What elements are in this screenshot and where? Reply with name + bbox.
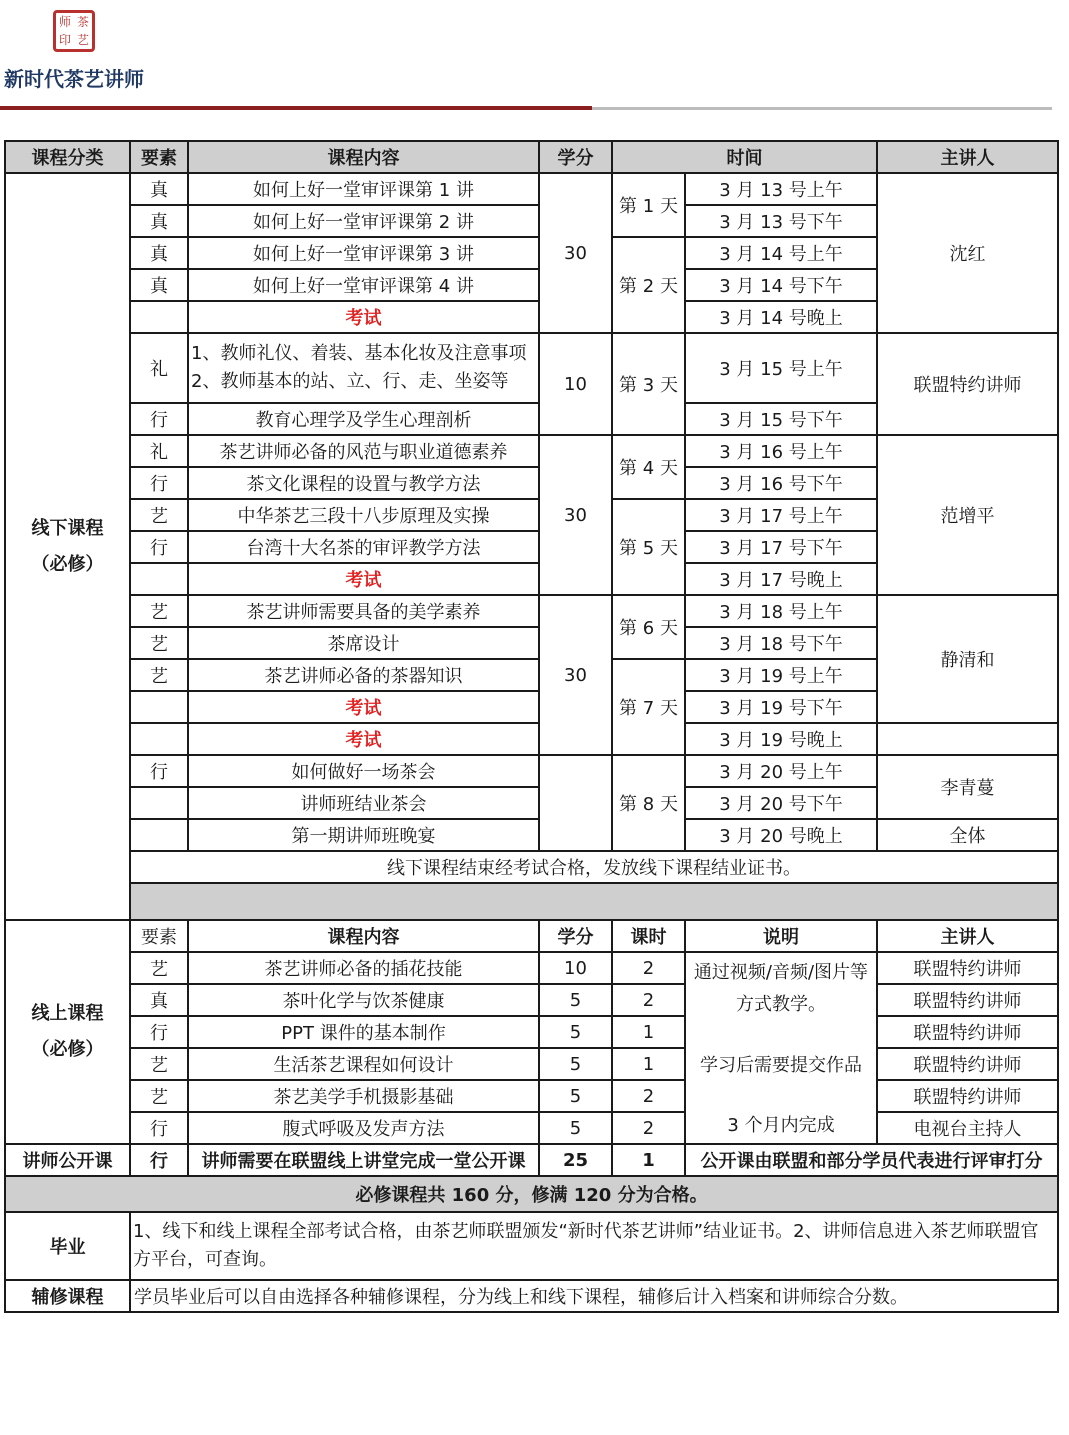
element-cell: 礼	[130, 333, 188, 403]
time-cell: 3 月 20 号上午	[685, 755, 877, 787]
exam-cell: 考试	[188, 691, 539, 723]
content-line: 1、教师礼仪、着装、基本化妆及注意事项	[191, 343, 527, 365]
seal-char: 艺	[76, 33, 89, 47]
credit-cell: 30	[539, 435, 612, 595]
open-class-category: 讲师公开课	[5, 1144, 130, 1176]
header-content: 课程内容	[188, 141, 539, 173]
header-credit: 学分	[539, 920, 612, 952]
open-class-row	[5, 1144, 1058, 1176]
graduation-text: 1、线下和线上课程全部考试合格，由茶艺师联盟颁发“新时代茶艺讲师”结业证书。2、讲师信息进入茶艺师联盟官方平台，可查询。	[130, 1212, 1058, 1280]
time-cell: 3 月 14 号晚上	[685, 301, 877, 333]
header-hours: 课时	[612, 920, 685, 952]
credit-cell: 10	[539, 333, 612, 435]
category-sub: （必修）	[31, 553, 104, 575]
table-row	[5, 755, 1058, 787]
element-cell: 礼	[130, 435, 188, 467]
content-cell: 生活茶艺课程如何设计	[188, 1048, 539, 1080]
time-cell: 3 月 19 号晚上	[685, 723, 877, 755]
credit-cell: 5	[539, 984, 612, 1016]
offline-footer-row	[5, 851, 1058, 883]
online-category-cell	[5, 920, 130, 1144]
category-label: 线下课程	[31, 517, 104, 539]
content-cell: 第一期讲师班晚宴	[188, 819, 539, 851]
content-cell: 讲师班结业茶会	[188, 787, 539, 819]
content-cell: 茶艺讲师必备的插花技能	[188, 952, 539, 984]
header-credit: 学分	[539, 141, 612, 173]
table-row	[5, 435, 1058, 467]
element-cell: 艺	[130, 952, 188, 984]
time-cell: 3 月 17 号上午	[685, 499, 877, 531]
content-cell: 如何做好一场茶会	[188, 755, 539, 787]
table-row	[5, 952, 1058, 984]
element-cell: 艺	[130, 659, 188, 691]
elective-row	[5, 1280, 1058, 1312]
time-cell: 3 月 20 号晚上	[685, 819, 877, 851]
category-label: 线上课程	[31, 1003, 104, 1024]
content-cell: 茶艺讲师必备的茶器知识	[188, 659, 539, 691]
lecturer-cell: 沈红	[877, 173, 1058, 333]
lecturer-cell-empty	[877, 723, 1058, 755]
time-cell: 3 月 13 号上午	[685, 173, 877, 205]
element-cell	[130, 301, 188, 333]
element-cell: 行	[130, 1112, 188, 1144]
credit-cell: 30	[539, 595, 612, 755]
element-cell: 行	[130, 1144, 188, 1176]
time-cell: 3 月 20 号下午	[685, 787, 877, 819]
lecturer-cell: 李青蔓	[877, 755, 1058, 819]
content-cell: 茶艺讲师必备的风范与职业道德素养	[188, 435, 539, 467]
hours-cell: 1	[612, 1048, 685, 1080]
element-cell: 行	[130, 755, 188, 787]
header-time: 时间	[612, 141, 877, 173]
table-row	[5, 819, 1058, 851]
section-separator	[130, 883, 1058, 920]
brand-title: 新时代茶艺讲师	[4, 67, 144, 91]
note-line: 3 个月内完成	[727, 1114, 835, 1136]
content-cell: 腹式呼吸及发声方法	[188, 1112, 539, 1144]
content-cell: 教育心理学及学生心理剖析	[188, 403, 539, 435]
element-cell: 行	[130, 1016, 188, 1048]
elective-label: 辅修课程	[5, 1280, 130, 1312]
element-cell: 真	[130, 205, 188, 237]
table-row	[5, 173, 1058, 205]
day-cell: 第 8 天	[612, 755, 685, 851]
table-row	[5, 1048, 1058, 1080]
credit-cell: 10	[539, 952, 612, 984]
day-cell: 第 7 天	[612, 659, 685, 755]
content-cell: 如何上好一堂审评课第 1 讲	[188, 173, 539, 205]
graduation-label: 毕业	[5, 1212, 130, 1280]
lecturer-cell: 联盟特约讲师	[877, 984, 1058, 1016]
lecturer-cell: 联盟特约讲师	[877, 1016, 1058, 1048]
elective-text: 学员毕业后可以自由选择各种辅修课程，分为线上和线下课程，辅修后计入档案和讲师综合分数。	[130, 1280, 1058, 1312]
table-row	[5, 1080, 1058, 1112]
table-row	[5, 1112, 1058, 1144]
content-cell: 茶艺讲师需要具备的美学素养	[188, 595, 539, 627]
content-cell	[188, 333, 539, 403]
element-cell	[130, 787, 188, 819]
header-content: 课程内容	[188, 920, 539, 952]
element-cell: 行	[130, 467, 188, 499]
day-cell: 第 2 天	[612, 237, 685, 333]
seal-char: 印	[58, 33, 71, 47]
time-cell: 3 月 15 号上午	[685, 333, 877, 403]
lecturer-cell: 电视台主持人	[877, 1112, 1058, 1144]
credit-cell: 5	[539, 1048, 612, 1080]
content-cell: 茶席设计	[188, 627, 539, 659]
element-cell: 艺	[130, 1080, 188, 1112]
header-element: 要素	[130, 141, 188, 173]
seal-char: 师	[58, 15, 71, 29]
hours-cell: 2	[612, 952, 685, 984]
time-cell: 3 月 19 号下午	[685, 691, 877, 723]
offline-category-cell	[5, 173, 130, 920]
time-cell: 3 月 14 号下午	[685, 269, 877, 301]
header-lecturer: 主讲人	[877, 920, 1058, 952]
time-cell: 3 月 13 号下午	[685, 205, 877, 237]
element-cell	[130, 723, 188, 755]
header-category: 课程分类	[5, 141, 130, 173]
exam-cell: 考试	[188, 723, 539, 755]
credit-cell: 5	[539, 1016, 612, 1048]
element-cell: 艺	[130, 1048, 188, 1080]
graduation-row	[5, 1212, 1058, 1280]
hours-cell: 2	[612, 1112, 685, 1144]
time-cell: 3 月 17 号晚上	[685, 563, 877, 595]
header-lecturer: 主讲人	[877, 141, 1058, 173]
element-cell: 真	[130, 269, 188, 301]
content-cell: 中华茶艺三段十八步原理及实操	[188, 499, 539, 531]
exam-cell: 考试	[188, 563, 539, 595]
table-row	[5, 333, 1058, 403]
day-cell: 第 3 天	[612, 333, 685, 435]
category-sub: （必修）	[31, 1039, 104, 1060]
content-cell: 如何上好一堂审评课第 3 讲	[188, 237, 539, 269]
day-cell: 第 6 天	[612, 595, 685, 659]
header-rule-red	[0, 106, 592, 110]
page-header	[0, 0, 1069, 115]
seal-char: 茶	[76, 15, 89, 29]
element-cell: 行	[130, 403, 188, 435]
lecturer-cell: 范增平	[877, 435, 1058, 595]
table-row	[5, 1016, 1058, 1048]
credit-cell: 30	[539, 173, 612, 333]
lecturer-cell: 全体	[877, 819, 1058, 851]
summary-row	[5, 1176, 1058, 1212]
credit-cell-empty	[539, 755, 612, 851]
content-cell: 茶叶化学与饮茶健康	[188, 984, 539, 1016]
lecturer-cell: 联盟特约讲师	[877, 1080, 1058, 1112]
credit-cell: 25	[539, 1144, 612, 1176]
element-cell	[130, 691, 188, 723]
time-cell: 3 月 15 号下午	[685, 403, 877, 435]
header-element: 要素	[130, 920, 188, 952]
exam-cell: 考试	[188, 301, 539, 333]
summary-cell: 必修课程共 160 分，修满 120 分为合格。	[5, 1176, 1058, 1212]
time-cell: 3 月 18 号上午	[685, 595, 877, 627]
time-cell: 3 月 16 号上午	[685, 435, 877, 467]
element-cell: 艺	[130, 499, 188, 531]
element-cell	[130, 563, 188, 595]
offline-header-row	[5, 141, 1058, 173]
element-cell: 真	[130, 173, 188, 205]
lecturer-cell: 联盟特约讲师	[877, 1048, 1058, 1080]
time-cell: 3 月 14 号上午	[685, 237, 877, 269]
content-cell: 台湾十大名茶的审评教学方法	[188, 531, 539, 563]
lecturer-cell: 联盟特约讲师	[877, 952, 1058, 984]
offline-footer-note: 线下课程结束经考试合格，发放线下课程结业证书。	[130, 851, 1058, 883]
content-line: 2、教师基本的站、立、行、走、坐姿等	[191, 371, 509, 392]
table-row	[5, 723, 1058, 755]
seal-logo	[53, 10, 95, 52]
time-cell: 3 月 19 号上午	[685, 659, 877, 691]
credit-cell: 5	[539, 1080, 612, 1112]
content-cell: PPT 课件的基本制作	[188, 1016, 539, 1048]
open-class-note: 公开课由联盟和部分学员代表进行评审打分	[685, 1144, 1058, 1176]
lecturer-cell: 静清和	[877, 595, 1058, 723]
table-row	[5, 984, 1058, 1016]
day-cell: 第 1 天	[612, 173, 685, 237]
hours-cell: 2	[612, 984, 685, 1016]
online-header-row	[5, 920, 1058, 952]
element-cell: 真	[130, 237, 188, 269]
note-line: 学习后需要提交作品	[700, 1055, 862, 1076]
course-schedule-table	[4, 140, 1059, 1313]
time-cell: 3 月 16 号下午	[685, 467, 877, 499]
content-cell: 茶艺美学手机摄影基础	[188, 1080, 539, 1112]
element-cell: 艺	[130, 627, 188, 659]
online-note-cell	[685, 952, 877, 1144]
hours-cell: 1	[612, 1144, 685, 1176]
content-cell: 茶文化课程的设置与教学方法	[188, 467, 539, 499]
element-cell: 艺	[130, 595, 188, 627]
header-note: 说明	[685, 920, 877, 952]
element-cell	[130, 819, 188, 851]
content-cell: 讲师需要在联盟线上讲堂完成一堂公开课	[188, 1144, 539, 1176]
element-cell: 真	[130, 984, 188, 1016]
time-cell: 3 月 17 号下午	[685, 531, 877, 563]
table-row	[5, 595, 1058, 627]
separator-row	[5, 883, 1058, 920]
lecturer-cell: 联盟特约讲师	[877, 333, 1058, 435]
hours-cell: 1	[612, 1016, 685, 1048]
credit-cell: 5	[539, 1112, 612, 1144]
day-cell: 第 4 天	[612, 435, 685, 499]
day-cell: 第 5 天	[612, 499, 685, 595]
content-cell: 如何上好一堂审评课第 2 讲	[188, 205, 539, 237]
time-cell: 3 月 18 号下午	[685, 627, 877, 659]
element-cell: 行	[130, 531, 188, 563]
content-cell: 如何上好一堂审评课第 4 讲	[188, 269, 539, 301]
header-rule-gray	[592, 107, 1052, 110]
hours-cell: 2	[612, 1080, 685, 1112]
note-line: 通过视频/音频/图片等方式教学。	[693, 962, 869, 1015]
